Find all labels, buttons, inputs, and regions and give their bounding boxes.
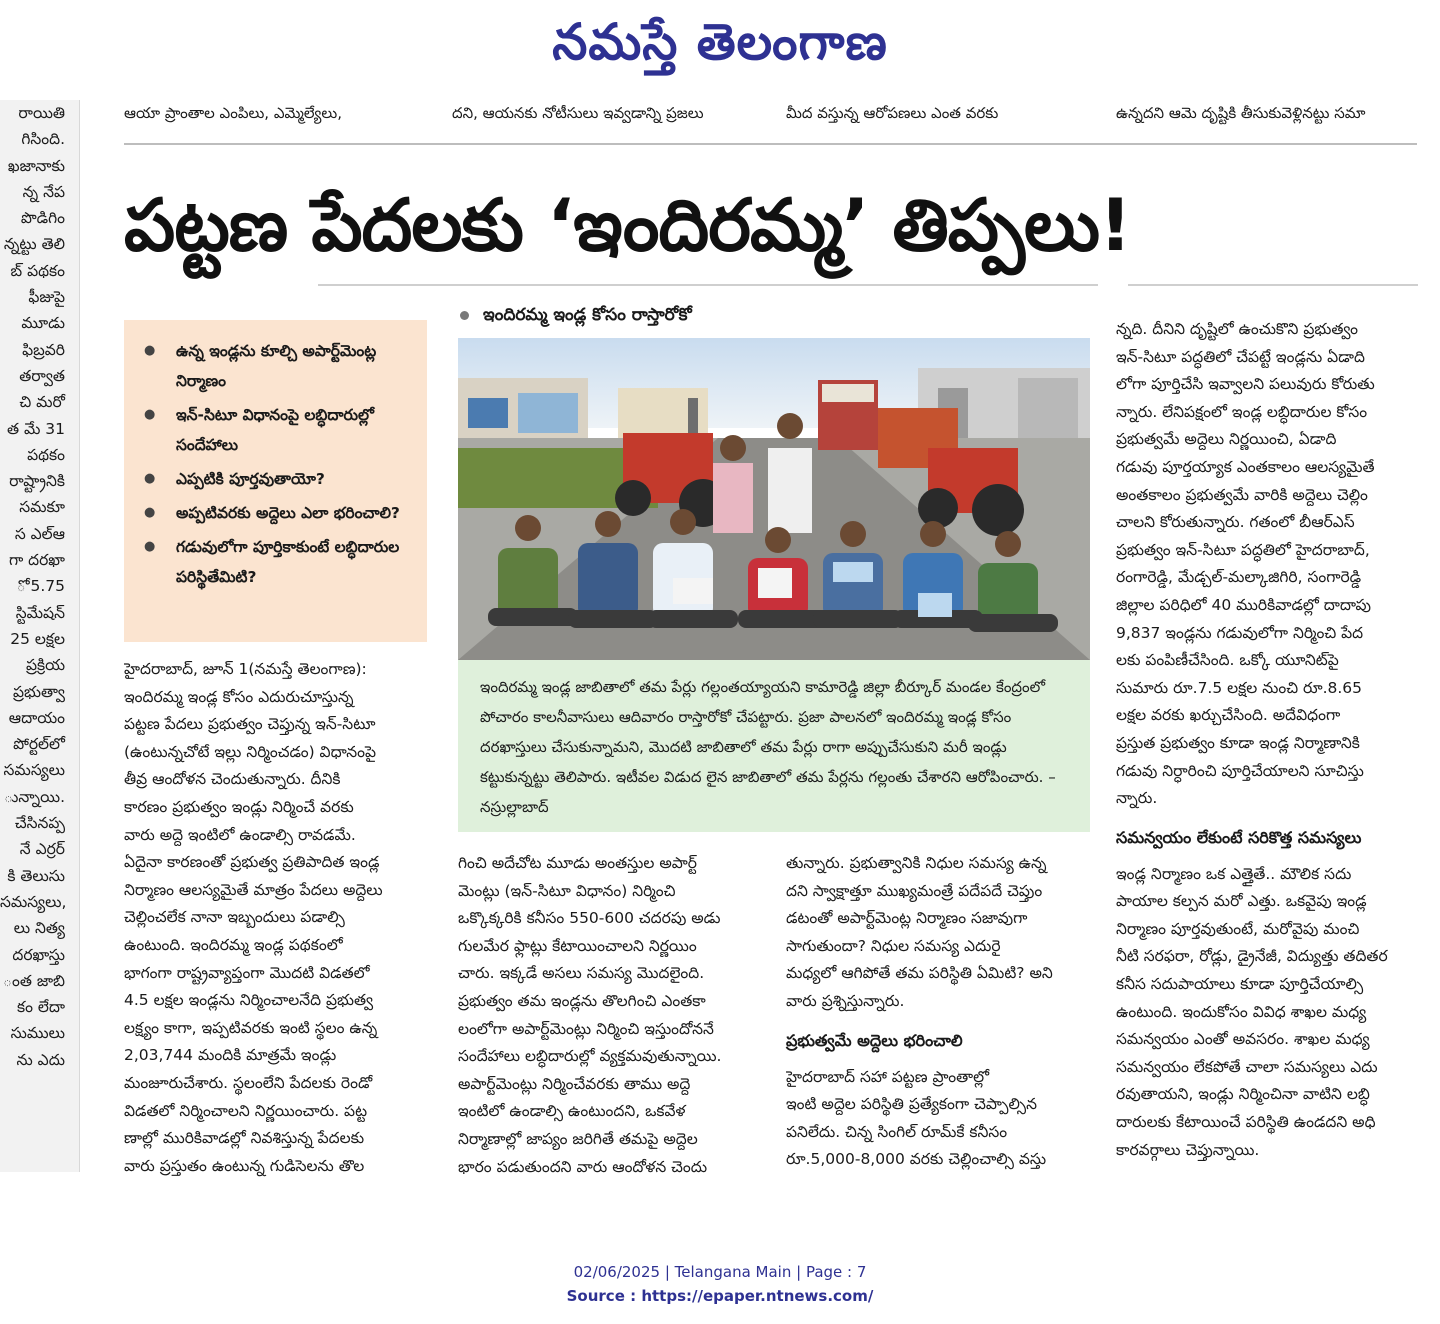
photo-kicker-text: ఇందిరమ్మ ఇండ్ల కోసం రాస్తారోకో	[483, 305, 692, 325]
highlight-item: ● అప్పటివరకు అద్దెలు ఎలా భరించాలి?	[142, 498, 413, 528]
text-line: ప్రభుత్వా	[12, 682, 65, 701]
text-line: సమకూ	[19, 498, 65, 517]
text-line: అపార్ట్‌మెంట్లు నిర్మించేవరకు తాము అద్దె	[458, 1074, 691, 1093]
text-line: స్టిమేషన్	[15, 603, 65, 622]
text-line: సుములు	[10, 1024, 65, 1043]
text-line: నిర్మాణం ఆలస్యమైతే మాత్రం పేదలు అద్దెలు	[124, 880, 383, 899]
article-column-2	[458, 850, 758, 1181]
text-line: నిర్మాణం పూర్తవుతుంటే, మరోవైపు మంచి	[1116, 919, 1360, 938]
text-line: మూడు	[21, 314, 65, 333]
text-line: సాగుతుందా? నిధుల సమస్య ఎదురై	[786, 936, 1001, 955]
text-line: ఏదైనా కారణంతో ప్రభుత్వ ప్రతిపాదిత ఇండ్ల	[124, 853, 380, 872]
text-line: నిర్మాణాల్లో జాప్యం జరిగితే తమపై అద్దెల	[458, 1129, 698, 1148]
text-line: సమస్యలు,	[0, 892, 67, 911]
top-line-col4: ఉన్నదని ఆమె దృష్టికి తీసుకువెళ్లినట్టు సమా	[1116, 104, 1366, 122]
text-line: వారు ప్రశ్నిస్తున్నారు.	[786, 991, 905, 1010]
text-line: ో 5.75	[16, 577, 65, 596]
left-column-fragment	[0, 100, 80, 1172]
text-line: ప్రస్తుత ప్రభుత్వం కూడా ఇండ్ల నిర్మాణానికి	[1116, 733, 1360, 752]
text-line: ఇన్-సిటూ పద్ధతిలో చేపట్టే ఇండ్లను ఏడాది	[1116, 347, 1365, 366]
text-line: దరఖాస్తు	[12, 945, 65, 964]
text-line: న్నారు. లేనిపక్షంలో ఇండ్ల లబ్ధిదారుల కోసం	[1116, 402, 1368, 421]
text-line: రాయితి	[18, 104, 65, 122]
text-line: 9,837 ఇండ్లను గడువులోగా నిర్మించి పేద	[1116, 623, 1364, 642]
highlight-item: ● ఎప్పటికి పూర్తవుతాయో?	[142, 464, 413, 494]
text-line: జిల్లాల పరిధిలో 40 మురికివాడల్లో దాదాపు	[1116, 595, 1372, 614]
text-line: ప్రభుత్వం తమ ఇండ్లను తొలగించి ఎంతకా	[458, 991, 706, 1010]
text-line: న్నట్టు తెలి	[3, 235, 65, 254]
text-line: మెంట్లు (ఇన్-సిటూ విధానం) నిర్మించి	[458, 881, 676, 900]
text-line: దని స్వాక్షాత్తూ ముఖ్యమంత్రే పదేపదే చెప్తుం	[786, 881, 1043, 900]
text-line: కనీస సదుపాయాలు కూడా పూర్తిచేయాల్సి	[1116, 975, 1364, 994]
text-line: కారవర్గాలు చెప్తున్నాయి.	[1116, 1140, 1260, 1159]
text-line: నే ఎర్రర్	[19, 840, 65, 859]
text-line: ఖజానాకు	[7, 156, 65, 175]
text-line: లకు పంపిణీచేసింది. ఒక్కో యూనిట్‌పై	[1116, 651, 1339, 670]
text-line: ను ఎదు	[16, 1050, 65, 1069]
text-line: వారు అద్దె ఇంటిలో ఉండాల్సి రావడమే.	[124, 825, 356, 844]
top-line-col3: మీద వస్తున్న ఆరోపణలు ఎంత వరకు	[786, 104, 999, 122]
text-line: రూ.5,000-8,000 వరకు చెల్లించాల్సి వస్తు	[786, 1150, 1047, 1169]
text-line: రవుతాయని, ఇండ్లు నిర్మించినా వాటిని లబ్ధి	[1116, 1085, 1370, 1104]
text-line: సమన్వయం ఎంతో అవసరం. శాఖల మధ్య	[1116, 1030, 1370, 1049]
text-line: తర్వాత	[19, 366, 65, 385]
text-line: డటంతో అపార్ట్‌మెంట్ల నిర్మాణం సజావుగా	[786, 909, 1028, 928]
headline-underline-right	[1128, 284, 1418, 286]
text-line: కం లేదా	[17, 998, 65, 1017]
text-line: ఇంటిలో ఉండాల్సి ఉంటుందని, ఒకవేళ	[458, 1102, 686, 1121]
text-line: ఉంటుంది. ఇందుకోసం వివిధ శాఖల మధ్య	[1116, 1002, 1367, 1021]
text-line: లోగా పూర్తిచేసి ఇవ్వాలని పలువురు కోరుతు	[1116, 375, 1375, 394]
text-line: మంజూరుచేశారు. స్థలంలేని పేదలకు రెండో	[124, 1073, 373, 1092]
highlight-item: ● ఉన్న ఇండ్లను కూల్చి అపార్ట్‌మెంట్ల నిర్మాణం	[142, 336, 413, 396]
text-line: చెల్లించలేక నానా ఇబ్బందులు పడాల్సి	[124, 908, 345, 927]
masthead-logo: నమస్తే తెలంగాణ	[552, 12, 888, 71]
highlight-item: ● ఇన్-సిటూ విధానంపై లబ్ధిదారుల్లో సందేహాలు	[142, 400, 413, 460]
text-line: ంత జాబి	[3, 971, 65, 990]
text-line: ఉంటుంది. ఇందిరమ్మ ఇండ్ల పథకంలో	[124, 935, 343, 954]
text-line: న్నారు.	[1116, 789, 1158, 808]
text-line: గడువు పూర్తయ్యాక ఎంతకాలం ఆలస్యమైతే	[1116, 457, 1375, 476]
text-line: ణాల్లో మురికివాడల్లో నివశిస్తున్న పేదలకు	[124, 1129, 365, 1148]
text-line: న్నది. దీనిని దృష్టిలో ఉంచుకొని ప్రభుత్వం	[1116, 320, 1358, 338]
text-line: ున్నాయి.	[4, 787, 65, 806]
text-line: గించి అదేచోట మూడు అంతస్తుల అపార్ట్	[458, 854, 697, 872]
text-line: గా దరఖా	[8, 551, 65, 570]
text-line: 25 లక్షల	[10, 629, 65, 648]
protest-photo-illustration	[458, 338, 1090, 660]
text-line: సమన్వయం లేకపోతే చాలా సమస్యలు ఎదు	[1116, 1057, 1378, 1076]
text-line: ఇండ్ల నిర్మాణం ఒక ఎత్తైతే.. మౌలిక సదు	[1116, 864, 1352, 883]
highlight-item: ● గడువులోగా పూర్తికాకుంటే లబ్ధిదారుల పరిస్థితేమిటి?	[142, 532, 413, 592]
headline-underline-left	[318, 284, 1098, 286]
highlights-box	[124, 320, 427, 642]
section-subhead: సమన్వయం లేకుంటే సరికొత్త సమస్యలు	[1116, 827, 1362, 847]
text-line: భారం పడుతుందని వారు ఆందోళన చెందు	[458, 1157, 708, 1176]
text-line: సుమారు రూ.7.5 లక్షల నుంచి రూ.8.65	[1116, 678, 1363, 697]
text-line: బ్ పథకం	[10, 261, 65, 280]
text-line: పట్టణ పేదలు ప్రభుత్వం చెప్తున్న ఇన్-సిటూ	[124, 715, 376, 734]
text-line: ప్రక్రియ	[25, 656, 65, 675]
text-line: పోర్టల్‌లో	[13, 735, 65, 754]
article-column-1	[124, 656, 427, 1180]
text-line: చి మరో	[19, 393, 65, 412]
text-line: అంతకాలం ప్రభుత్వమే వారికి అద్దెలు చెల్లిం	[1116, 485, 1368, 504]
text-line: తున్నారు. ప్రభుత్వానికి నిధుల సమస్య ఉన్న	[786, 854, 1047, 872]
text-line: న్న నేప	[22, 182, 65, 201]
text-line: 4.5 లక్షల ఇండ్లను నిర్మించాలనేది ప్రభుత్వ	[124, 991, 374, 1010]
article-column-3	[786, 850, 1088, 1174]
top-line-col1: ఆయా ప్రాంతాల ఎంపిలు, ఎమ్మెల్యేలు,	[124, 104, 343, 122]
text-line: విడతలో నిర్మించాలని నిర్ణయించారు. పట్ట	[124, 1101, 368, 1120]
text-line: త మే 31	[6, 419, 65, 438]
text-line: కారణం ప్రభుత్వం ఇండ్లు నిర్మించే వరకు	[124, 797, 354, 816]
text-line: గులమేర ఫ్లాట్లు కేటాయించాలని నిర్ణయిం	[458, 936, 697, 955]
text-line: ఫీజుపై	[28, 288, 65, 307]
text-line: చేసినప్ప	[14, 814, 65, 833]
text-line: లక్షల వరకు ఖర్చుచేసింది. అదేవిధంగా	[1116, 706, 1341, 725]
footer-meta: 02/06/2025 | Telangana Main | Page : 7	[573, 1263, 867, 1281]
text-line: స ఎల్ఆ	[14, 524, 65, 543]
footer-source: Source : https://epaper.ntnews.com/	[566, 1287, 874, 1305]
text-line: (ఉంటున్నచోటే ఇల్లు నిర్మించడం) విధానంపై	[124, 742, 376, 761]
photo-caption: ఇందిరమ్మ ఇండ్ల జాబితాలో తమ పేర్లు గల్లంతయ్యాయని కామారెడ్డి జిల్లా బీర్కూర్ మండల కేంద్రంలో పోచారం కాలనీవాసులు ఆదివారం రాస్తారోకో చేపట్టారు. ప్రజా పాలనలో ఇందిరమ్మ ఇండ్ల కోసం దరఖాస్తులు చేసుకున్నామని, మొదటి జాబితాలో తమ పేర్లు రాగా అప్పుచేసుకుని మరీ ఇండ్లు కట్టుకున్నట్టు తెలిపారు. ఇటీవల విడుద లైన జాబితాలో తమ పేర్లను గల్లంతు చేశారని ఆరోపించారు. – నస్రుల్లాబాద్	[458, 660, 1090, 832]
text-line: ఇందిరమ్మ ఇండ్ల కోసం ఎదురుచూస్తున్న	[124, 687, 354, 706]
text-line: ప్రభుత్వం ఇన్-సిటూ పద్ధతిలో హైదరాబాద్,	[1116, 540, 1370, 559]
text-line: ఫిబ్రవరి	[22, 340, 65, 359]
text-line: దారులకు కేటాయించే పరిస్థితి ఉండదని అధి	[1116, 1113, 1376, 1132]
text-line: హైదరాబాద్, జూన్ 1(నమస్తే తెలంగాణ):	[124, 660, 367, 678]
headline: పట్టణ పేదలకు ‘ఇందిరమ్మ’ తిప్పలు!	[124, 183, 1131, 267]
text-line: లక్ష్యం కాగా, ఇప్పటివరకు ఇంటి స్థలం ఉన్న	[124, 1018, 378, 1037]
text-line: ప్రభుత్వమే అద్దెలు నిర్ణయించి, ఏడాది	[1116, 430, 1337, 449]
text-line: గడువు నిర్ధారించి పూర్తిచేయాలని సూచిస్తు	[1116, 761, 1364, 780]
text-line: సమస్యలు	[3, 761, 65, 780]
news-photo	[458, 338, 1090, 660]
text-line: పాయాల కల్పన మరో ఎత్తు. ఒకవైపు ఇండ్ల	[1116, 892, 1367, 911]
section-subhead: ప్రభుత్వమే అద్దెలు భరించాలి	[786, 1030, 963, 1050]
text-line: ఇంటి అద్దెల పరిస్థితి ప్రత్యేకంగా చెప్పాల్సిన	[786, 1095, 1037, 1114]
text-line: లంలోగా అపార్ట్‌మెంట్లు నిర్మించి ఇస్తుందోననే	[458, 1019, 714, 1038]
text-line: పథకం	[27, 445, 65, 464]
photo-kicker	[460, 300, 1090, 330]
text-line: నీటి సరఫరా, రోడ్లు, డ్రైనేజీ, విద్యుత్తు తదితర	[1116, 947, 1388, 966]
text-line: 2,03,744 మందికి మాత్రమే ఇండ్లు	[124, 1046, 337, 1065]
text-line: సందేహాలు లబ్ధిదారుల్లో వ్యక్తమవుతున్నాయి.	[458, 1047, 722, 1066]
text-line: భాగంగా రాష్ట్రవ్యాప్తంగా మొదటి విడతలో	[124, 963, 370, 982]
text-line: గిసింది.	[21, 130, 65, 149]
top-line-col2: దని, ఆయనకు నోటీసులు ఇవ్వడాన్ని ప్రజలు	[452, 104, 704, 122]
highlights-list	[142, 336, 413, 592]
text-line: వారు ప్రస్తుతం ఉంటున్న గుడిసెలను తొల	[124, 1156, 365, 1175]
text-line: రాష్ట్రానికి	[9, 472, 65, 491]
bullet-dot-icon	[460, 311, 469, 320]
article-column-4	[1116, 316, 1418, 1164]
text-line: ఆదాయం	[8, 708, 65, 727]
text-line: మధ్యలో ఆగిపోతే తమ పరిస్థితి ఏమిటి? అని	[786, 964, 1053, 983]
text-line: పనిలేదు. చిన్న సింగిల్ రూమ్‌కే కనీసం	[786, 1122, 1008, 1141]
text-line: కి తెలుసు	[7, 866, 65, 885]
header-divider	[124, 143, 1417, 145]
text-line: లు నిత్య	[13, 919, 65, 938]
text-line: పొడిగిం	[20, 209, 65, 228]
text-line: ఒక్కొక్కరికి కనీసం 550-600 చదరపు అడు	[458, 909, 721, 928]
text-line: రంగారెడ్డి, మేడ్చల్-మల్కాజిగిరి, సంగారెడ్డి	[1116, 568, 1362, 587]
text-line: తీవ్ర ఆందోళన చెందుతున్నారు. దీనికి	[124, 770, 341, 789]
text-line: హైదరాబాద్ సహా పట్టణ ప్రాంతాల్లో	[786, 1067, 990, 1086]
text-line: చారు. ఇక్కడే అసలు సమస్య మొదలైంది.	[458, 964, 705, 983]
text-line: చాలని కోరుతున్నారు. గతంలో బీఆర్ఎస్	[1116, 513, 1355, 532]
